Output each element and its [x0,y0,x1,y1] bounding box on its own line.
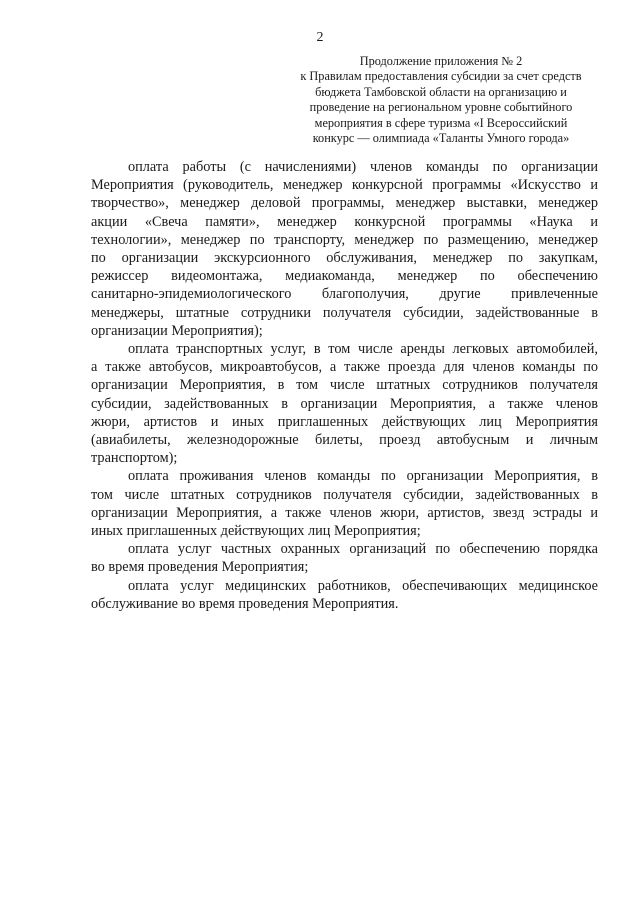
text-line: организации Мероприятия, в том числе штатных сотрудников получателя [91,377,598,394]
header-line: Продолжение приложения № 2 [359,54,523,68]
text-line: технологии», менеджер по транспорту, менеджер по размещению, менеджер [91,231,598,248]
text-line: творчество», менеджер деловой программы, менеджер выставки, менеджер [91,195,598,212]
text-line: во время проведения Мероприятия; [91,559,309,576]
header-line: проведение на региональном уровне событийного [309,100,573,115]
paragraph-staff-payment [91,158,598,340]
text-line: менеджеры, штатные сотрудники получателя субсидии, задействованные в [91,304,598,321]
text-line: организации Мероприятия, а также членов жюри, артистов, звезд эстрады и [91,504,598,521]
paragraph-medical-payment [91,577,598,613]
page-number: 2 [316,30,324,45]
text-line: режиссер видеомонтажа, медиакоманда, менеджер по обеспечению [91,268,598,285]
text-line: Мероприятия (руководитель, менеджер конкурсной программы «Искусство и [91,177,598,194]
text-line: оплата услуг частных охранных организаций по обеспечению порядка [128,541,598,558]
text-line: (авиабилеты, железнодорожные билеты, проезд автобусным и личным [91,432,598,449]
text-line: жюри, артистов и иных приглашенных действующих лиц Мероприятия [91,413,598,430]
text-line: оплата услуг медицинских работников, обеспечивающих медицинское [128,577,598,594]
text-line: по организации экскурсионного обслуживания, менеджер по закупкам, [91,250,598,267]
text-line: санитарно-эпидемиологического благополучия, другие привлеченные [91,286,598,303]
text-line: акции «Свеча памяти», менеджер конкурсной программы «Наука и [91,213,598,230]
paragraph-transport-payment [91,340,598,467]
text-line: организации Мероприятия); [91,322,263,339]
paragraph-security-payment [91,540,598,576]
header-line: мероприятия в сфере туризма «I Всероссийский [314,115,568,130]
header-line: конкурс — олимпиада «Таланты Умного города» [312,131,570,146]
text-line: обслуживание во время проведения Мероприятия. [91,595,399,612]
paragraph-accommodation-payment [91,467,598,540]
text-line: транспортом); [91,450,178,467]
text-line: субсидии, задействованных в организации Мероприятия, а также членов [91,395,598,412]
appendix-header [268,54,614,146]
text-line: оплата работы (с начислениями) членов команды по организации [128,159,598,175]
text-line: том числе штатных сотрудников получателя субсидии, задействованных в [91,486,598,503]
text-line: оплата проживания членов команды по организации Мероприятия, в [128,468,598,485]
header-line: к Правилам предоставления субсидии за счет средств [300,69,582,84]
text-line: а также автобусов, микроавтобусов, а также проезда для членов команды по [91,359,598,376]
text-line: оплата транспортных услуг, в том числе аренды легковых автомобилей, [128,341,598,358]
header-line: бюджета Тамбовской области на организацию и [315,84,567,99]
document-body [91,158,598,613]
text-line: иных приглашенных действующих лиц Мероприятия; [91,523,421,540]
